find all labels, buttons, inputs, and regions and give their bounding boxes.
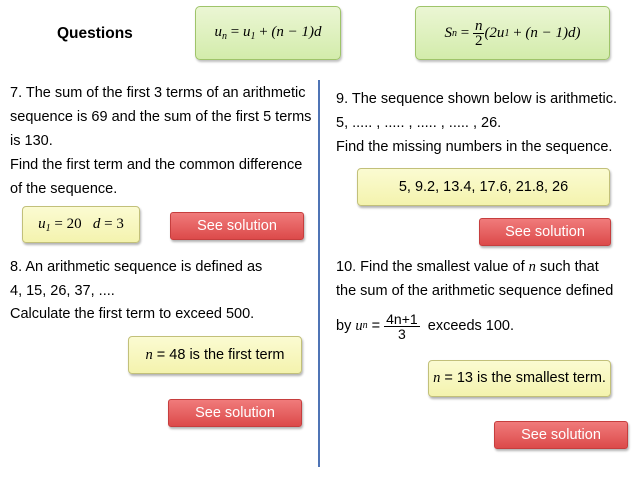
q10-line3-sub: n: [362, 320, 368, 331]
q10-answer-text: is the smallest term.: [477, 370, 606, 386]
q8-see-solution-button[interactable]: See solution: [168, 399, 302, 427]
q9-see-solution-button[interactable]: See solution: [479, 218, 611, 246]
q10-line1-pre: 10. Find the smallest value of: [336, 259, 525, 275]
q7-answer-u: u: [38, 215, 46, 232]
q7-answer-d: d: [92, 215, 101, 232]
q10-fraction-num: 4n+1: [386, 310, 418, 327]
q8-answer: n = 48 is the first term: [145, 346, 285, 363]
q8-answer-text: is the first term: [189, 346, 285, 363]
q10-answer: n = 13 is the smallest term.: [433, 370, 606, 386]
formula-rhs-u: u: [242, 24, 251, 40]
nth-term-formula-box: [195, 6, 341, 60]
q7-answer-sub: 1: [45, 222, 51, 234]
sum-fraction-den: 2: [474, 32, 483, 49]
q8-answer-n: n: [145, 346, 153, 363]
formula-rhs-rest: (n − 1)d: [271, 24, 322, 40]
q9-line3: Find the missing numbers in the sequence.: [336, 139, 613, 155]
sum-lhs-sub: n: [451, 27, 457, 39]
q9-answer-box: [357, 168, 610, 206]
q7-answer-value1: 20: [66, 215, 82, 232]
sum-formula: S n = $\frac{n}{2}$ (2u 1 + (n − 1)d): [444, 17, 581, 49]
q7-answer-box: [22, 206, 140, 243]
q10-line2: the sum of the arithmetic sequence defined: [336, 283, 614, 299]
q8-answer-value: 48: [169, 346, 186, 363]
sum-rhs-sub: 1: [504, 27, 510, 39]
formula-lhs: u: [214, 24, 222, 40]
page-title: Questions: [57, 25, 133, 42]
q10-answer-value: 13: [456, 370, 473, 386]
sum-formula-box: [415, 6, 610, 60]
formula-rhs-sub: 1: [250, 31, 256, 42]
q8-line2: 4, 15, 26, 37, ....: [10, 283, 115, 299]
q9-line1: 9. The sequence shown below is arithmetic.: [336, 91, 618, 107]
q7-see-solution-button[interactable]: See solution: [170, 212, 304, 240]
q10-see-solution-button[interactable]: See solution: [494, 421, 628, 449]
q9-answer: 5, 9.2, 13.4, 17.6, 21.8, 26: [398, 179, 569, 195]
q9-line2: 5, ..... , ..... , ..... , ..... , 26.: [336, 115, 502, 131]
sum-fraction: [473, 19, 485, 48]
q7-line1: 7. The sum of the first 3 terms of an arithmetic: [10, 85, 306, 101]
q7-answer: $u_1 = 20$ d = 3: [38, 215, 124, 234]
q10-line1-n: n: [528, 259, 536, 275]
nth-term-formula: $u_n = u_1 + (n - 1)d$: [214, 24, 322, 42]
sum-rhs-part1: (2u: [484, 24, 505, 41]
q10-line3-pre: by: [336, 318, 352, 334]
q7-line5: of the sequence.: [10, 181, 118, 197]
q10-line3: by u n = $\frac{4n+1}{3}$ exceeds 100.: [336, 310, 515, 342]
column-divider: [318, 80, 320, 467]
sum-lhs: S: [444, 24, 452, 41]
q10-answer-box: [428, 360, 611, 397]
q7-line3: is 130.: [10, 133, 53, 149]
q10-line3-post: exceeds 100.: [427, 318, 515, 334]
q10-line1-post: such that: [539, 259, 599, 275]
q7-line2: sequence is 69 and the sum of the first 5 terms: [10, 109, 312, 125]
q8-line3: Calculate the first term to exceed 500.: [10, 306, 255, 322]
q8-line1: 8. An arithmetic sequence is defined as: [10, 259, 263, 275]
q8-answer-box: [128, 336, 302, 374]
sum-fraction-num: n: [474, 17, 483, 34]
sum-rhs-part2: (n − 1)d): [525, 24, 581, 41]
q7-answer-value2: 3: [116, 215, 124, 232]
q10-fraction: [384, 312, 420, 341]
q10-answer-n: n: [433, 370, 441, 386]
q10-fraction-den: 3: [398, 325, 406, 342]
q10-line1: [336, 258, 599, 276]
formula-lhs-sub: n: [221, 31, 227, 42]
q10-line3-u: u: [355, 318, 363, 334]
q7-line4: Find the first term and the common difference: [10, 157, 303, 173]
